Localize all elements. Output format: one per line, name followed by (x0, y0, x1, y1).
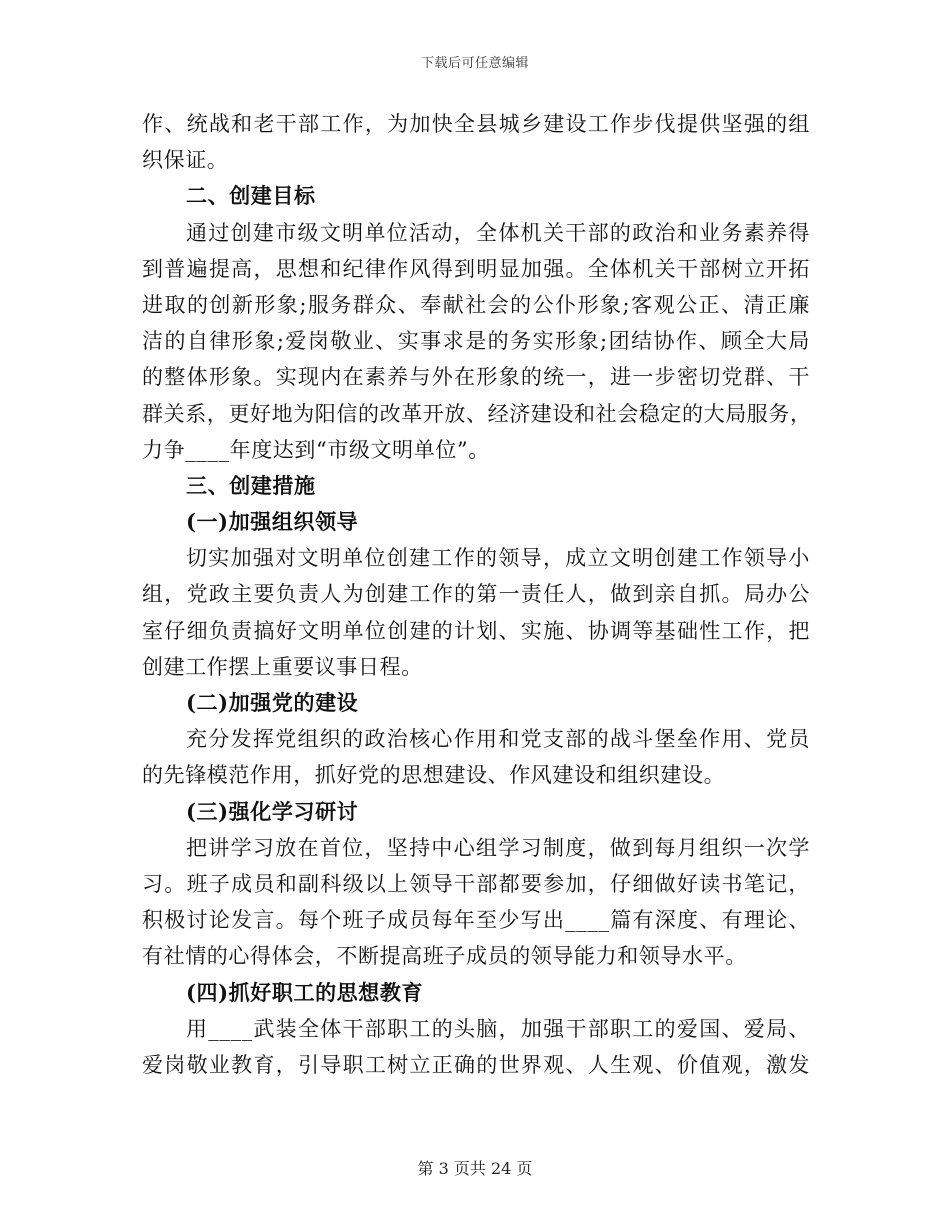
paragraph-line: 组，党政主要负责人为创建工作的第一责任人，做到亲自抓。局办公 (142, 582, 810, 607)
subsection-heading: (二)加强党的建设 (186, 690, 359, 715)
paragraph-line: 织保证。 (142, 148, 229, 173)
paragraph-line: 积极讨论发言。每个班子成员每年至少写出____篇有深度、有理论、 (142, 908, 810, 933)
paragraph-line: 作、统战和老干部工作，为加快全县城乡建设工作步伐提供坚强的组 (142, 112, 810, 136)
paragraph-line: 通过创建市级文明单位活动，全体机关干部的政治和业务素养得 (186, 220, 810, 245)
paragraph-line: 充分发挥党组织的政治核心作用和党支部的战斗堡垒作用、党员 (186, 727, 810, 752)
page-number: 第 3 页共 24 页 (417, 1159, 533, 1178)
paragraph-line: 切实加强对文明单位创建工作的领导，成立文明创建工作领导小 (186, 546, 810, 571)
header-note: 下载后可任意编辑 (420, 56, 529, 71)
paragraph-line: 习。班子成员和副科级以上领导干部都要参加，仔细做好读书笔记， (142, 871, 810, 896)
paragraph-line: 创建工作摆上重要议事日程。 (142, 654, 423, 679)
paragraph-line: 力争____年度达到“市级文明单位”。 (142, 437, 490, 462)
paragraph-line: 把讲学习放在首位，坚持中心组学习制度，做到每月组织一次学 (186, 835, 810, 860)
paragraph-line: 洁的自律形象;爱岗敬业、实事求是的务实形象;团结协作、顾全大局 (142, 329, 810, 354)
paragraph-line: 的整体形象。实现内在素养与外在形象的统一，进一步密切党群、干 (142, 365, 810, 390)
document-body (142, 106, 810, 1083)
paragraph-line: 到普遍提高，思想和纪律作风得到明显加强。全体机关干部树立开拓 (142, 256, 810, 281)
paragraph-line: 的先锋模范作用，抓好党的思想建设、作风建设和组织建设。 (142, 763, 726, 788)
section-heading: 二、创建目标 (186, 183, 316, 209)
subsection-heading: (一)加强组织领导 (186, 509, 359, 535)
paragraph-line: 进取的创新形象;服务群众、奉献社会的公仆形象;客观公正、清正廉 (142, 292, 810, 317)
subsection-heading: (四)抓好职工的思想教育 (186, 979, 424, 1005)
subsection-heading: (三)强化学习研讨 (186, 798, 359, 824)
paragraph-line: 有社情的心得体会，不断提高班子成员的领导能力和领导水平。 (142, 944, 747, 969)
paragraph-line: 用____武装全体干部职工的头脑，加强干部职工的爱国、爱局、 (186, 1016, 810, 1041)
paragraph-line: 群关系，更好地为阳信的改革开放、经济建设和社会稳定的大局服务， (142, 401, 812, 426)
paragraph-line: 爱岗敬业教育，引导职工树立正确的世界观、人生观、价值观，激发 (142, 1052, 810, 1077)
paragraph-line: 室仔细负责搞好文明单位创建的计划、实施、协调等基础性工作，把 (142, 618, 810, 643)
section-heading: 三、创建措施 (186, 472, 316, 498)
